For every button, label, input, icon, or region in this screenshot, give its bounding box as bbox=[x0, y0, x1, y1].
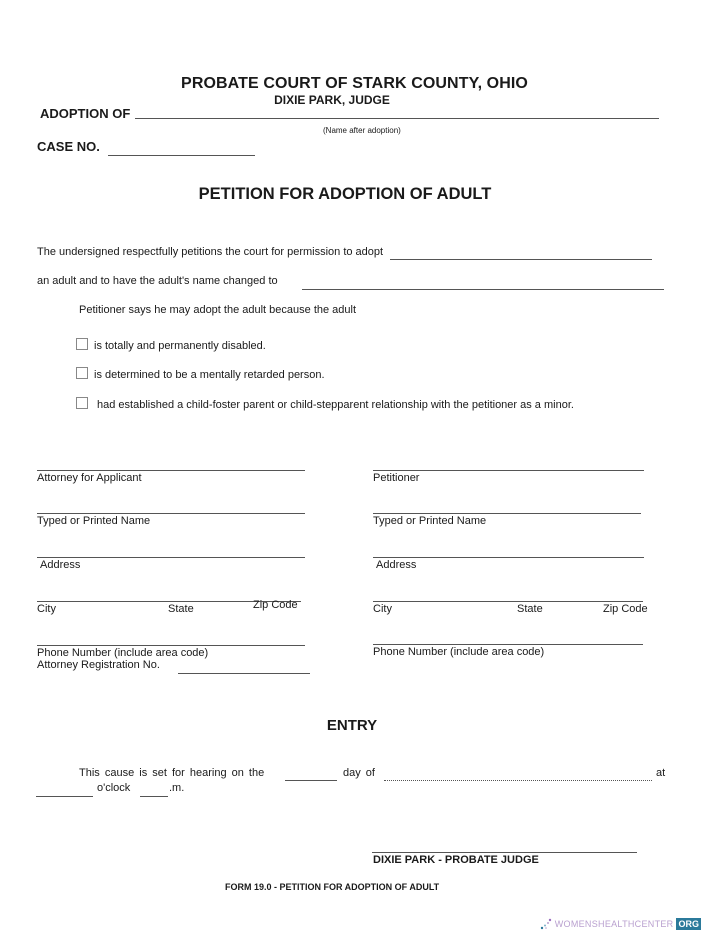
attorney-registration-field[interactable] bbox=[178, 673, 310, 674]
adoption-of-label: ADOPTION OF bbox=[40, 106, 131, 121]
court-title: PROBATE COURT OF STARK COUNTY, OHIO bbox=[181, 75, 528, 92]
attorney-state-label: State bbox=[168, 603, 194, 615]
attorney-zip-label: Zip Code bbox=[253, 599, 298, 611]
watermark-text: WOMENSHEALTHCENTER bbox=[554, 919, 674, 929]
petitioner-signature-label: Petitioner bbox=[373, 472, 420, 484]
adoptee-name-field[interactable] bbox=[390, 259, 652, 260]
hearing-ampm-field[interactable] bbox=[140, 796, 168, 797]
hearing-day-field[interactable] bbox=[285, 780, 337, 781]
form-number: FORM 19.0 - PETITION FOR ADOPTION OF ADULT bbox=[225, 882, 440, 892]
attorney-city-label: City bbox=[37, 603, 56, 615]
reason-label-mental: is determined to be a mentally retarded person. bbox=[94, 369, 325, 381]
judge-line: DIXIE PARK, JUDGE bbox=[274, 93, 390, 107]
entry-at-text: at bbox=[656, 767, 666, 779]
form-title: PETITION FOR ADOPTION OF ADULT bbox=[198, 185, 492, 203]
petitioner-name-label: Typed or Printed Name bbox=[373, 515, 487, 527]
case-no-label: CASE NO. bbox=[37, 139, 100, 154]
entry-hearing-text: This cause is set for hearing on the bbox=[79, 767, 265, 779]
reason-label-disabled: is totally and permanently disabled. bbox=[94, 340, 266, 352]
new-name-field[interactable] bbox=[302, 289, 664, 290]
watermark-logo bbox=[540, 918, 701, 930]
watermark-org-badge: ORG bbox=[678, 919, 699, 929]
petition-text: The undersigned respectfully petitions the court for permission to adopt bbox=[37, 246, 384, 258]
petitioner-state-label: State bbox=[517, 603, 543, 615]
judge-signature-field[interactable] bbox=[372, 852, 637, 853]
reason-checkbox-mental[interactable] bbox=[76, 367, 88, 379]
hearing-time-field[interactable] bbox=[36, 796, 93, 797]
reason-label-relationship: had established a child-foster parent or child-stepparent relationship with the petitioner as a minor. bbox=[97, 399, 574, 411]
petitioner-city-label: City bbox=[373, 603, 392, 615]
attorney-name-label: Typed or Printed Name bbox=[37, 515, 151, 527]
name-change-text: an adult and to have the adult's name changed to bbox=[37, 275, 278, 287]
reason-checkbox-relationship[interactable] bbox=[76, 397, 88, 409]
entry-day-of-text: day of bbox=[343, 767, 375, 779]
hearing-month-year-field[interactable] bbox=[384, 780, 652, 781]
attorney-address-label: Address bbox=[40, 559, 81, 571]
attorney-signature-label: Attorney for Applicant bbox=[37, 472, 142, 484]
judge-signature-label: DIXIE PARK - PROBATE JUDGE bbox=[373, 854, 539, 866]
name-after-adoption-caption: (Name after adoption) bbox=[323, 126, 401, 135]
petitioner-zip-label: Zip Code bbox=[603, 603, 648, 615]
entry-m-suffix: .m. bbox=[169, 782, 185, 794]
reason-intro: Petitioner says he may adopt the adult because the adult bbox=[79, 304, 357, 316]
attorney-phone-label: Phone Number (include area code) bbox=[37, 647, 209, 659]
attorney-registration-label: Attorney Registration No. bbox=[37, 659, 160, 671]
entry-oclock-text: o'clock bbox=[97, 782, 131, 794]
petitioner-phone-label: Phone Number (include area code) bbox=[373, 646, 545, 658]
dots-logo-icon bbox=[540, 918, 552, 930]
adoption-of-field[interactable] bbox=[135, 118, 659, 119]
reason-checkbox-disabled[interactable] bbox=[76, 338, 88, 350]
case-no-field[interactable] bbox=[108, 155, 255, 156]
petitioner-address-label: Address bbox=[376, 559, 417, 571]
entry-heading: ENTRY bbox=[326, 717, 378, 734]
